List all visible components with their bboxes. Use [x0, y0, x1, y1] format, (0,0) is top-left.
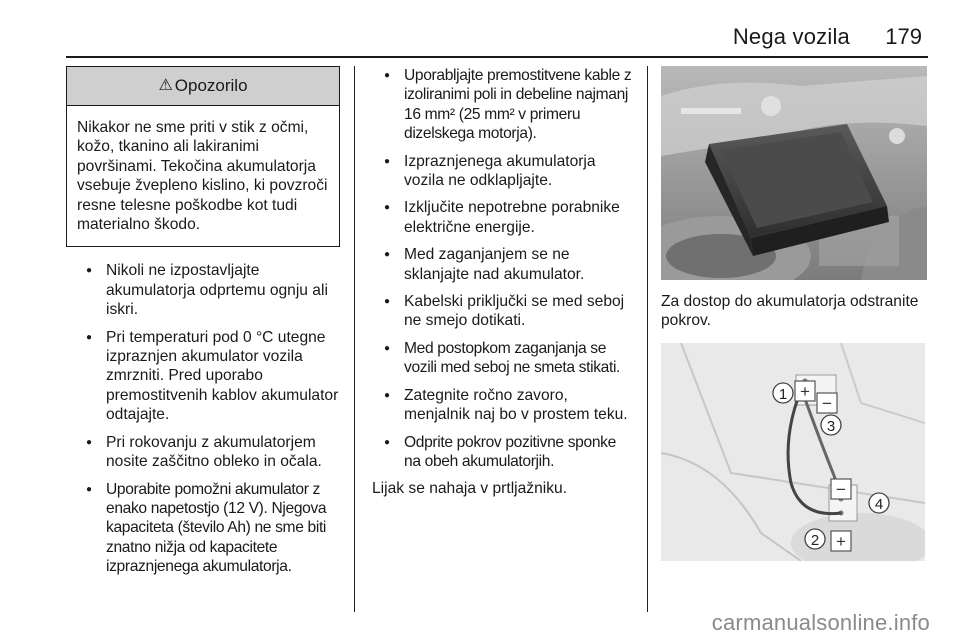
section-title: Nega vozila	[732, 24, 850, 49]
list-item: ● Odprite pokrov pozitivne sponke na obeh akumulatorjih.	[372, 433, 634, 472]
callout-4: 4	[874, 495, 884, 513]
minus-marker-top: −	[822, 393, 832, 413]
list-item: ● Uporabljajte premostitvene kable z izoliranimi poli in debeline najmanj 16 mm² (25 mm² v primeru dizelskega motorja).	[372, 66, 634, 144]
column-divider-1	[354, 66, 355, 612]
warning-title: Opozorilo	[174, 76, 248, 96]
callout-1: 1	[778, 385, 788, 403]
list-item: ● Uporabite pomožni akumulator z enako napetostjo (12 V). Njegova kapaciteta (število Ah) ne sme biti znatno nižja od kapacitete izpraznjenega akumulatorja.	[66, 480, 342, 577]
page-number: 179	[885, 24, 922, 49]
plus-marker-bottom: +	[836, 531, 846, 551]
callout-3: 3	[826, 417, 836, 435]
list-item: ● Izpraznjenega akumulatorja vozila ne odklapljajte.	[372, 152, 634, 191]
list-item: ● Kabelski priključki se med seboj ne smejo dotikati.	[372, 292, 634, 331]
list-item: ● Zategnite ročno zavoro, menjalnik naj bo v prostem teku.	[372, 386, 634, 425]
warning-header	[67, 67, 339, 106]
photo-caption: Za dostop do akumulatorja odstranite pokrov.	[661, 293, 919, 330]
list-item: ● Izključite nepotrebne porabnike električne energije.	[372, 198, 634, 237]
bullet-list-2	[372, 66, 634, 471]
minus-marker-bottom: −	[836, 479, 846, 499]
list-item: ● Nikoli ne izpostavljajte akumulatorja odprtemu ognju ali iskri.	[66, 261, 342, 319]
list-item: ● Pri rokovanju z akumulatorjem nosite zaščitno obleko in očala.	[66, 433, 342, 472]
column-3	[661, 66, 929, 561]
plus-marker-top: +	[800, 381, 810, 401]
list-item: ● Pri temperaturi pod 0 °C utegne izpraznjen akumulator vozila zmrzniti. Pred uporabo premostitvenih kablov akumulator odtajajte.	[66, 328, 342, 425]
warning-text: Nikakor ne sme priti v stik z očmi, kožo, tkanino ali lakiranimi površinami. Tekočina akumulatorja vsebuje žvepleno kislino, ki povzroči resne telesne poškodbe kot tudi materialno škodo.	[77, 119, 328, 234]
column-2	[372, 66, 634, 499]
jump-start-cable-diagram	[661, 343, 925, 561]
page-header	[0, 22, 960, 52]
header-divider	[66, 56, 928, 58]
callout-2: 2	[810, 531, 820, 549]
warning-triangle-icon: ⚠	[158, 77, 173, 95]
column-divider-2	[647, 66, 648, 612]
bullet-list-1	[66, 261, 342, 576]
watermark-text: carmanualsonline.info	[711, 610, 930, 635]
column-1	[66, 66, 342, 585]
warning-box	[66, 66, 340, 247]
list-item: ● Med postopkom zaganjanja se vozili med seboj ne smeta stikati.	[372, 339, 634, 378]
list-item: ● Med zaganjanjem se ne sklanjajte nad akumulator.	[372, 245, 634, 284]
trunk-note: Lijak se nahaja v prtljažniku.	[372, 480, 568, 498]
battery-cover-photo	[661, 66, 927, 280]
